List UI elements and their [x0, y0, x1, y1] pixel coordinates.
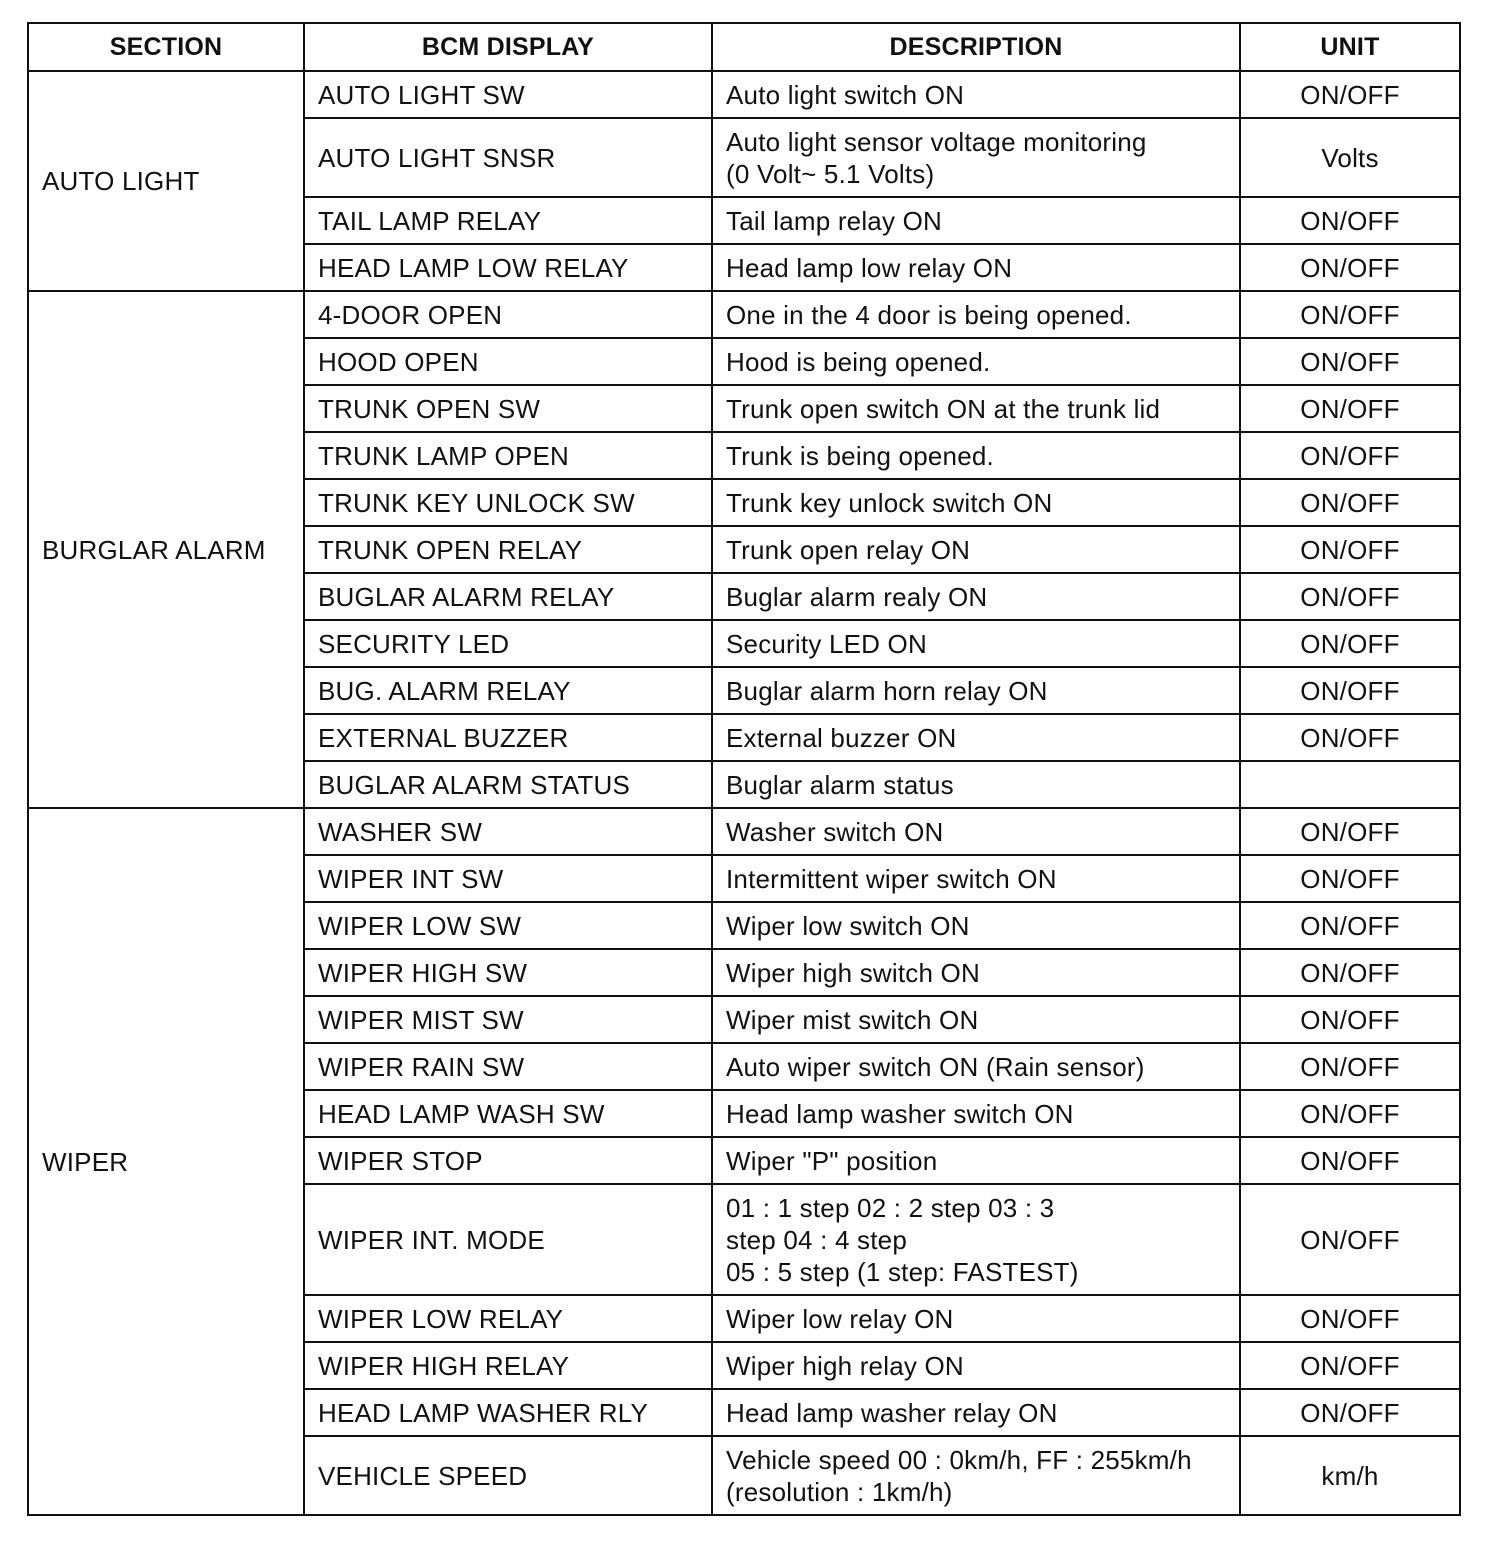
unit-cell: ON/OFF	[1240, 808, 1460, 855]
bcm-display-table	[27, 22, 1461, 1516]
description-cell: Trunk key unlock switch ON	[712, 479, 1240, 526]
description-cell: Security LED ON	[712, 620, 1240, 667]
bcm-display-cell: TAIL LAMP RELAY	[304, 197, 712, 244]
unit-cell: ON/OFF	[1240, 1137, 1460, 1184]
description-cell: Buglar alarm status	[712, 761, 1240, 808]
unit-cell: km/h	[1240, 1436, 1460, 1515]
description-cell: Wiper low relay ON	[712, 1295, 1240, 1342]
bcm-display-cell: HOOD OPEN	[304, 338, 712, 385]
unit-cell: ON/OFF	[1240, 385, 1460, 432]
bcm-display-cell: HEAD LAMP WASH SW	[304, 1090, 712, 1137]
description-cell: Trunk open switch ON at the trunk lid	[712, 385, 1240, 432]
bcm-display-cell: WASHER SW	[304, 808, 712, 855]
unit-cell: ON/OFF	[1240, 1295, 1460, 1342]
description-cell: Tail lamp relay ON	[712, 197, 1240, 244]
bcm-display-cell: WIPER LOW RELAY	[304, 1295, 712, 1342]
bcm-display-cell: TRUNK OPEN SW	[304, 385, 712, 432]
bcm-display-cell: AUTO LIGHT SW	[304, 71, 712, 118]
header-bcm-display: BCM DISPLAY	[304, 23, 712, 71]
description-cell: Hood is being opened.	[712, 338, 1240, 385]
section-name: BURGLAR ALARM	[28, 291, 304, 808]
description-cell: Head lamp low relay ON	[712, 244, 1240, 291]
bcm-display-cell: WIPER MIST SW	[304, 996, 712, 1043]
bcm-display-cell: WIPER LOW SW	[304, 902, 712, 949]
description-cell: External buzzer ON	[712, 714, 1240, 761]
unit-cell: ON/OFF	[1240, 855, 1460, 902]
unit-cell: ON/OFF	[1240, 432, 1460, 479]
description-cell: Trunk is being opened.	[712, 432, 1240, 479]
description-cell: Head lamp washer relay ON	[712, 1389, 1240, 1436]
bcm-display-cell: BUGLAR ALARM STATUS	[304, 761, 712, 808]
header-description: DESCRIPTION	[712, 23, 1240, 71]
bcm-display-cell: WIPER INT. MODE	[304, 1184, 712, 1295]
header-unit: UNIT	[1240, 23, 1460, 71]
table-row	[28, 291, 1460, 338]
description-cell: Wiper mist switch ON	[712, 996, 1240, 1043]
bcm-display-cell: TRUNK KEY UNLOCK SW	[304, 479, 712, 526]
unit-cell: ON/OFF	[1240, 667, 1460, 714]
description-cell: Auto light sensor voltage monitoring (0 Volt~ 5.1 Volts)	[712, 118, 1240, 197]
bcm-display-cell: WIPER STOP	[304, 1137, 712, 1184]
bcm-display-cell: TRUNK OPEN RELAY	[304, 526, 712, 573]
description-cell: Intermittent wiper switch ON	[712, 855, 1240, 902]
description-cell: Wiper low switch ON	[712, 902, 1240, 949]
bcm-display-cell: BUG. ALARM RELAY	[304, 667, 712, 714]
unit-cell: ON/OFF	[1240, 714, 1460, 761]
unit-cell: ON/OFF	[1240, 197, 1460, 244]
bcm-display-cell: TRUNK LAMP OPEN	[304, 432, 712, 479]
description-cell: One in the 4 door is being opened.	[712, 291, 1240, 338]
description-cell: Buglar alarm horn relay ON	[712, 667, 1240, 714]
description-cell: Auto wiper switch ON (Rain sensor)	[712, 1043, 1240, 1090]
description-cell: Wiper "P" position	[712, 1137, 1240, 1184]
description-cell: Washer switch ON	[712, 808, 1240, 855]
bcm-display-cell: VEHICLE SPEED	[304, 1436, 712, 1515]
bcm-display-cell: EXTERNAL BUZZER	[304, 714, 712, 761]
bcm-display-cell: WIPER RAIN SW	[304, 1043, 712, 1090]
bcm-display-cell: WIPER HIGH SW	[304, 949, 712, 996]
bcm-display-cell: 4-DOOR OPEN	[304, 291, 712, 338]
bcm-display-cell: WIPER HIGH RELAY	[304, 1342, 712, 1389]
unit-cell: ON/OFF	[1240, 573, 1460, 620]
bcm-display-cell: WIPER INT SW	[304, 855, 712, 902]
unit-cell: ON/OFF	[1240, 244, 1460, 291]
unit-cell: ON/OFF	[1240, 1043, 1460, 1090]
description-cell: Trunk open relay ON	[712, 526, 1240, 573]
description-cell: Wiper high relay ON	[712, 1342, 1240, 1389]
unit-cell: ON/OFF	[1240, 479, 1460, 526]
description-cell: Buglar alarm realy ON	[712, 573, 1240, 620]
bcm-display-cell: AUTO LIGHT SNSR	[304, 118, 712, 197]
table-row	[28, 71, 1460, 118]
header-section: SECTION	[28, 23, 304, 71]
header-row	[28, 23, 1460, 71]
unit-cell: ON/OFF	[1240, 620, 1460, 667]
unit-cell: ON/OFF	[1240, 1184, 1460, 1295]
unit-cell: ON/OFF	[1240, 1342, 1460, 1389]
bcm-display-cell: HEAD LAMP WASHER RLY	[304, 1389, 712, 1436]
description-cell: Vehicle speed 00 : 0km/h, FF : 255km/h (resolution : 1km/h)	[712, 1436, 1240, 1515]
unit-cell	[1240, 761, 1460, 808]
section-name: WIPER	[28, 808, 304, 1515]
description-cell: Head lamp washer switch ON	[712, 1090, 1240, 1137]
description-cell: Auto light switch ON	[712, 71, 1240, 118]
unit-cell: ON/OFF	[1240, 71, 1460, 118]
bcm-display-cell: HEAD LAMP LOW RELAY	[304, 244, 712, 291]
unit-cell: ON/OFF	[1240, 902, 1460, 949]
unit-cell: ON/OFF	[1240, 1389, 1460, 1436]
bcm-display-cell: BUGLAR ALARM RELAY	[304, 573, 712, 620]
unit-cell: ON/OFF	[1240, 526, 1460, 573]
description-cell: Wiper high switch ON	[712, 949, 1240, 996]
unit-cell: ON/OFF	[1240, 1090, 1460, 1137]
table-body	[28, 71, 1460, 1515]
description-cell: 01 : 1 step 02 : 2 step 03 : 3 step 04 : 4 step 05 : 5 step (1 step: FASTEST)	[712, 1184, 1240, 1295]
section-name: AUTO LIGHT	[28, 71, 304, 291]
unit-cell: Volts	[1240, 118, 1460, 197]
unit-cell: ON/OFF	[1240, 291, 1460, 338]
table-header	[28, 23, 1460, 71]
unit-cell: ON/OFF	[1240, 949, 1460, 996]
unit-cell: ON/OFF	[1240, 338, 1460, 385]
bcm-display-cell: SECURITY LED	[304, 620, 712, 667]
unit-cell: ON/OFF	[1240, 996, 1460, 1043]
table-row	[28, 808, 1460, 855]
